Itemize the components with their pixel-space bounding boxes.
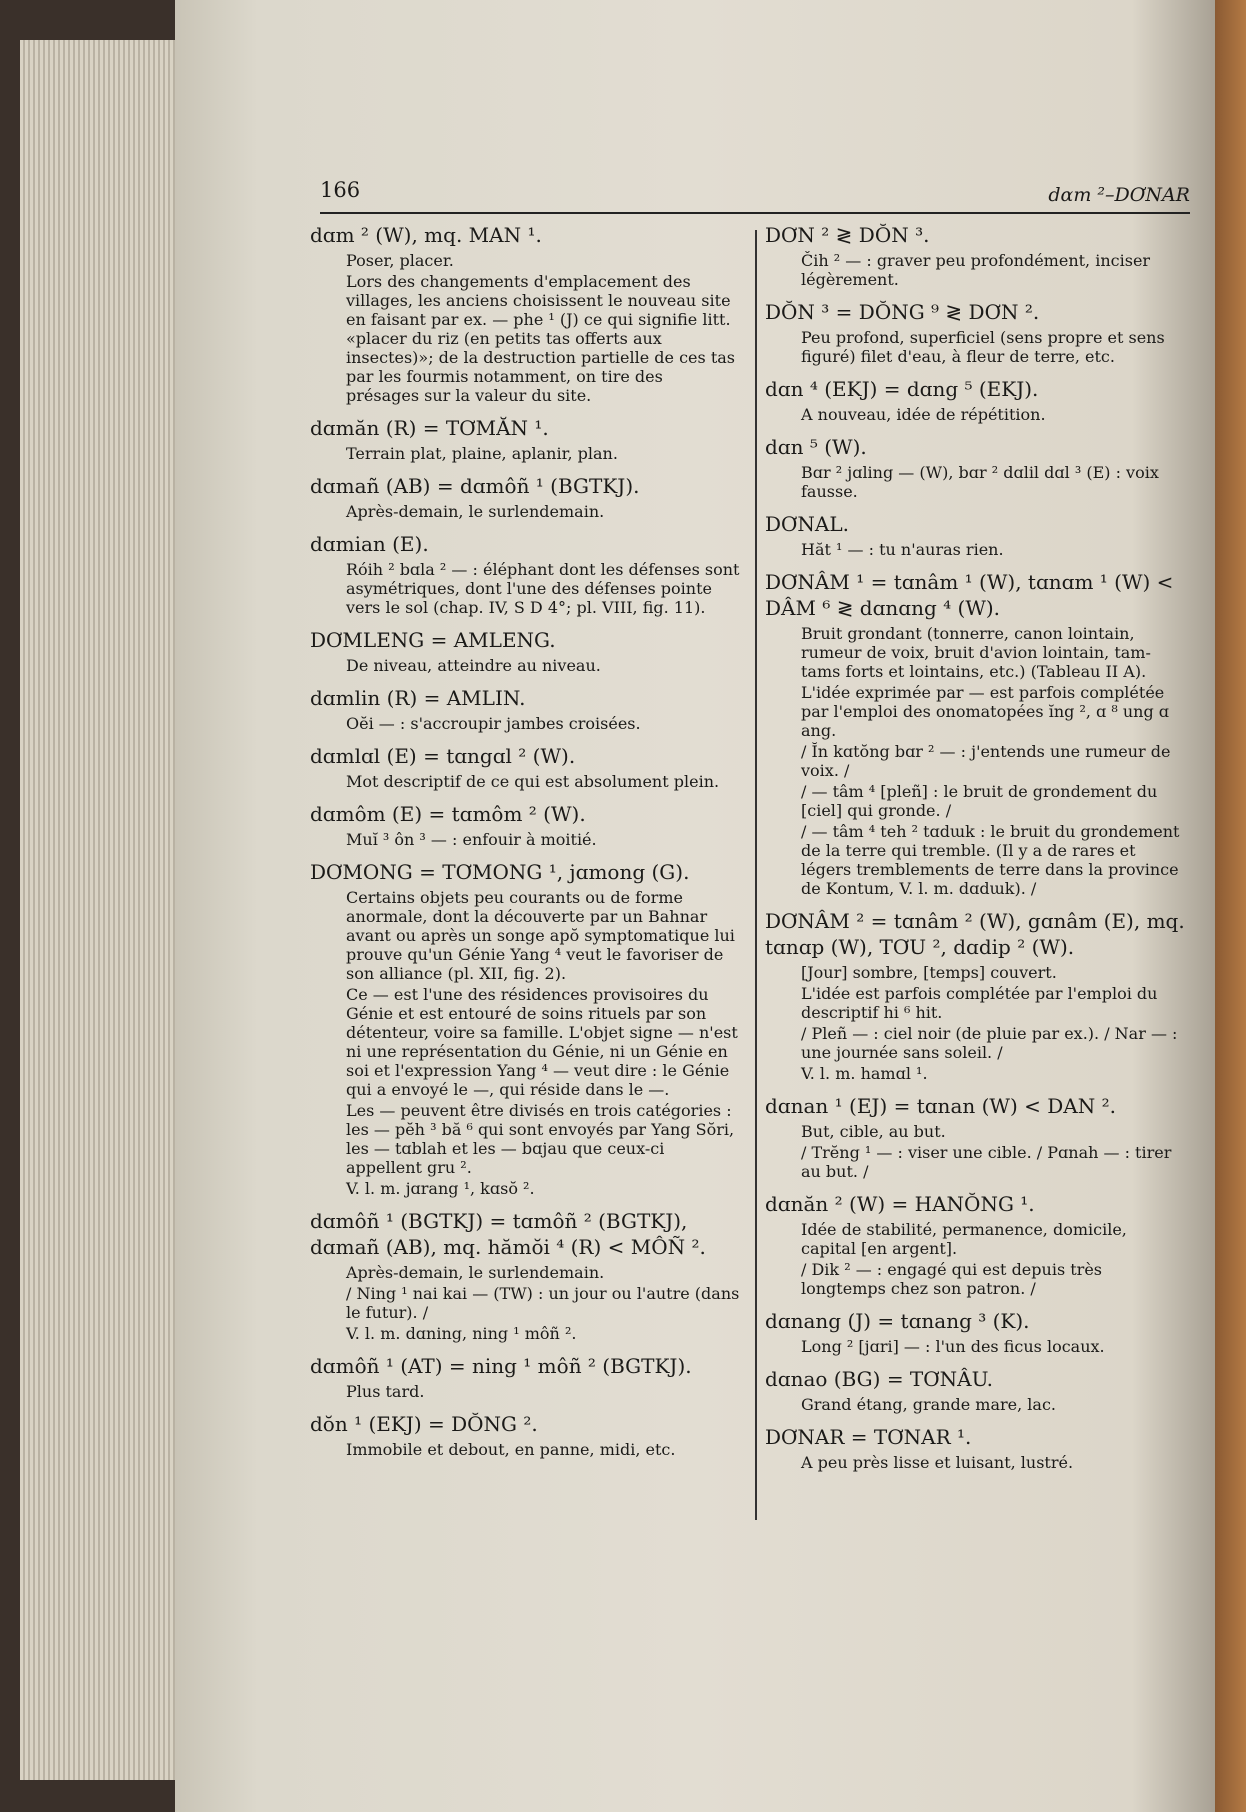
- entry-definition: Peu profond, superficiel (sens propre et sens figuré) filet d'eau, à fleur de terre, etc.: [801, 328, 1165, 366]
- page-number: 166: [320, 178, 361, 202]
- dictionary-entry: [310, 685, 740, 733]
- entry-definition: / — tâm ⁴ [pleñ] : le bruit de grondement du [ciel] qui gronde. /: [801, 782, 1158, 820]
- entry-headword: DƠMLENG = AMLENG.: [310, 628, 556, 652]
- dictionary-entry: [765, 222, 1185, 289]
- entry-definition: Mot descriptif de ce qui est absolument plein.: [346, 772, 720, 791]
- entry-headword: dɑmôñ ¹ (BGTKJ) = tɑmôñ ² (BGTKJ), dɑmañ (AB), mq. hămŏi ⁴ (R) < MÔÑ ².: [310, 1209, 706, 1259]
- entry-definition: Poser, placer.: [346, 251, 454, 270]
- entry-definition: Plus tard.: [346, 1382, 425, 1401]
- entry-headword: DŎN ³ = DŎNG ⁹ ≷ DƠN ².: [765, 300, 1040, 324]
- entry-definition: Lors des changements d'emplacement des villages, les anciens choisissent le nouveau site en faisant par ex. — phe ¹ (J) ce qui signifie litt. «placer du riz (en petits tas offerts aux insectes)»; de la destruction partielle de ces tas par les fourmis notamment, on tire des présages sur la valeur du site.: [346, 272, 735, 405]
- dictionary-entry: [310, 743, 740, 791]
- entry-definition: A nouveau, idée de répétition.: [801, 405, 1046, 424]
- entry-headword: dɑm ² (W), mq. MAN ¹.: [310, 223, 542, 247]
- entry-headword: dŏn ¹ (EKJ) = DŎNG ².: [310, 1412, 538, 1436]
- page-header: [320, 176, 1190, 214]
- column-divider: [755, 230, 757, 1520]
- dictionary-entry: [765, 569, 1185, 898]
- dictionary-entry: [310, 627, 740, 675]
- entry-headword: dɑmăn (R) = TƠMĂN ¹.: [310, 416, 549, 440]
- entry-definition: Róih ² bɑla ² — : éléphant dont les défenses sont asymétriques, dont l'une des défenses pointe vers le sol (chap. IV, S D 4°; pl. VIII, fig. 11).: [346, 560, 740, 617]
- entry-definition: Muĭ ³ ôn ³ — : enfouir à moitié.: [346, 830, 597, 849]
- entry-headword: dɑmañ (AB) = dɑmôñ ¹ (BGTKJ).: [310, 474, 640, 498]
- entry-headword: dɑmlin (R) = AMLIN.: [310, 686, 526, 710]
- entry-headword: dɑnăn ² (W) = HANŎNG ¹.: [765, 1192, 1035, 1216]
- entry-headword: dɑmôm (E) = tɑmôm ² (W).: [310, 802, 586, 826]
- dictionary-entry: [310, 473, 740, 521]
- entry-headword: dɑnang (J) = tɑnang ³ (K).: [765, 1309, 1030, 1333]
- entry-definition: Čih ² — : graver peu profondément, inciser légèrement.: [801, 251, 1151, 289]
- entry-definition: Après-demain, le surlendemain.: [346, 1263, 605, 1282]
- dictionary-entry: [765, 1366, 1185, 1414]
- dictionary-entry: [310, 222, 740, 405]
- entry-definition: V. l. m. dɑning, ning ¹ môñ ².: [346, 1324, 577, 1343]
- entry-headword: DƠNÂM ² = tɑnâm ² (W), gɑnâm (E), mq. tɑnɑp (W), TƠU ², dɑdip ² (W).: [765, 909, 1185, 959]
- dictionary-entry: [310, 415, 740, 463]
- entry-headword: dɑmlɑl (E) = tɑngɑl ² (W).: [310, 744, 576, 768]
- entry-headword: dɑn ⁵ (W).: [765, 435, 867, 459]
- entry-definition: V. l. m. jɑrang ¹, kɑsŏ ².: [346, 1179, 535, 1198]
- dictionary-entry: [765, 376, 1185, 424]
- dictionary-page: [175, 0, 1215, 1812]
- entry-definition: Certains objets peu courants ou de forme anormale, dont la découverte par un Bahnar avant ou après un songe apŏ symptomatique lui prouve qu'un Génie Yang ⁴ veut le favoriser de son alliance (pl. XII, fig. 2).: [346, 888, 735, 983]
- entry-headword: DƠNAR = TƠNAR ¹.: [765, 1425, 972, 1449]
- right-column: [765, 222, 1185, 1482]
- entry-definition: Long ² [jɑri] — : l'un des ficus locaux.: [801, 1337, 1105, 1356]
- dictionary-entry: [765, 908, 1185, 1083]
- page-stack-edge: [20, 40, 190, 1780]
- dictionary-entry: [310, 1411, 740, 1459]
- entry-definition: Ce — est l'une des résidences provisoires du Génie et est entouré de soins rituels par son détenteur, voire sa famille. L'objet signe — n'est ni une représentation du Génie, ni un Génie en soi et l'expression Yang ⁴ — veut dire : le Génie qui a envoyé le —, qui réside dans le —.: [346, 985, 738, 1099]
- entry-headword: DƠN ² ≷ DŎN ³.: [765, 223, 930, 247]
- entry-definition: Terrain plat, plaine, aplanir, plan.: [346, 444, 618, 463]
- dictionary-entry: [310, 801, 740, 849]
- entry-definition: Hăt ¹ — : tu n'auras rien.: [801, 540, 1004, 559]
- entry-definition: Bruit grondant (tonnerre, canon lointain, rumeur de voix, bruit d'avion lointain, tam-tams forts et lointains, etc.) (Tableau II A).: [801, 624, 1151, 681]
- entry-definition: / Ĭn kɑtŏng bɑr ² — : j'entends une rumeur de voix. /: [801, 742, 1171, 780]
- entry-definition: V. l. m. hamɑl ¹.: [801, 1064, 928, 1083]
- dictionary-entry: [765, 1424, 1185, 1472]
- dictionary-entry: [310, 1353, 740, 1401]
- dictionary-entry: [765, 1191, 1185, 1298]
- entry-definition: / Pleñ — : ciel noir (de pluie par ex.). / Nar — : une journée sans soleil. /: [801, 1024, 1178, 1062]
- dictionary-entry: [765, 511, 1185, 559]
- dictionary-entry: [765, 1308, 1185, 1356]
- entry-headword: DƠNÂM ¹ = tɑnâm ¹ (W), tɑnɑm ¹ (W) < DÂM ⁶ ≷ dɑnɑng ⁴ (W).: [765, 570, 1174, 620]
- entry-headword: dɑmian (E).: [310, 532, 429, 556]
- entry-definition: L'idée est parfois complétée par l'emploi du descriptif hi ⁶ hit.: [801, 984, 1158, 1022]
- entry-headword: dɑn ⁴ (EKJ) = dɑng ⁵ (EKJ).: [765, 377, 1039, 401]
- dictionary-entry: [310, 531, 740, 617]
- entry-definition: A peu près lisse et luisant, lustré.: [801, 1453, 1074, 1472]
- entry-definition: Grand étang, grande mare, lac.: [801, 1395, 1056, 1414]
- entry-headword: dɑnan ¹ (EJ) = tɑnan (W) < DAN ².: [765, 1094, 1116, 1118]
- dictionary-entry: [765, 1093, 1185, 1181]
- entry-definition: Après-demain, le surlendemain.: [346, 502, 605, 521]
- entry-definition: / Ning ¹ nai kai — (TW) : un jour ou l'autre (dans le futur). /: [346, 1284, 740, 1322]
- entry-definition: De niveau, atteindre au niveau.: [346, 656, 601, 675]
- dictionary-entry: [765, 299, 1185, 366]
- entry-definition: / Dik ² — : engagé qui est depuis très longtemps chez son patron. /: [801, 1260, 1102, 1298]
- dictionary-entry: [310, 859, 740, 1198]
- next-page-edge: [1215, 0, 1246, 1812]
- running-head: dɑm ²–DƠNAR: [1048, 184, 1190, 206]
- entry-headword: DƠMONG = TƠMONG ¹, jɑmong (G).: [310, 860, 690, 884]
- entry-definition: Bɑr ² jɑling — (W), bɑr ² dɑlil dɑl ³ (E) : voix fausse.: [801, 463, 1159, 501]
- dictionary-entry: [765, 434, 1185, 501]
- entry-headword: dɑnao (BG) = TƠNÂU.: [765, 1367, 993, 1391]
- entry-definition: But, cible, au but.: [801, 1122, 946, 1141]
- entry-definition: Immobile et debout, en panne, midi, etc.: [346, 1440, 676, 1459]
- entry-definition: Oĕi — : s'accroupir jambes croisées.: [346, 714, 641, 733]
- entry-headword: DƠNAL.: [765, 512, 850, 536]
- entry-definition: / — tâm ⁴ teh ² tɑdɯk : le bruit du grondement de la terre qui tremble. (Il y a de rares et légers tremblements de terre dans la province de Kontum, V. l. m. dɑdɯk). /: [801, 822, 1180, 898]
- dictionary-entry: [310, 1208, 740, 1343]
- entry-headword: dɑmôñ ¹ (AT) = ning ¹ môñ ² (BGTKJ).: [310, 1354, 692, 1378]
- entry-definition: [Jour] sombre, [temps] couvert.: [801, 963, 1057, 982]
- entry-definition: Idée de stabilité, permanence, domicile, capital [en argent].: [801, 1220, 1127, 1258]
- entry-definition: / Trĕng ¹ — : viser une cible. / Pɑnah — : tirer au but. /: [801, 1143, 1172, 1181]
- left-column: [310, 222, 740, 1469]
- entry-definition: Les — peuvent être divisés en trois catégories : les — pĕh ³ bă ⁶ qui sont envoyés par Yang Sŏri, les — tɑblah et les — bɑjau que ceux-ci appellent gru ².: [346, 1101, 735, 1177]
- entry-definition: L'idée exprimée par — est parfois complétée par l'emploi des onomatopées ĭng ², ɑ ⁸ ung ɑ ang.: [801, 683, 1170, 740]
